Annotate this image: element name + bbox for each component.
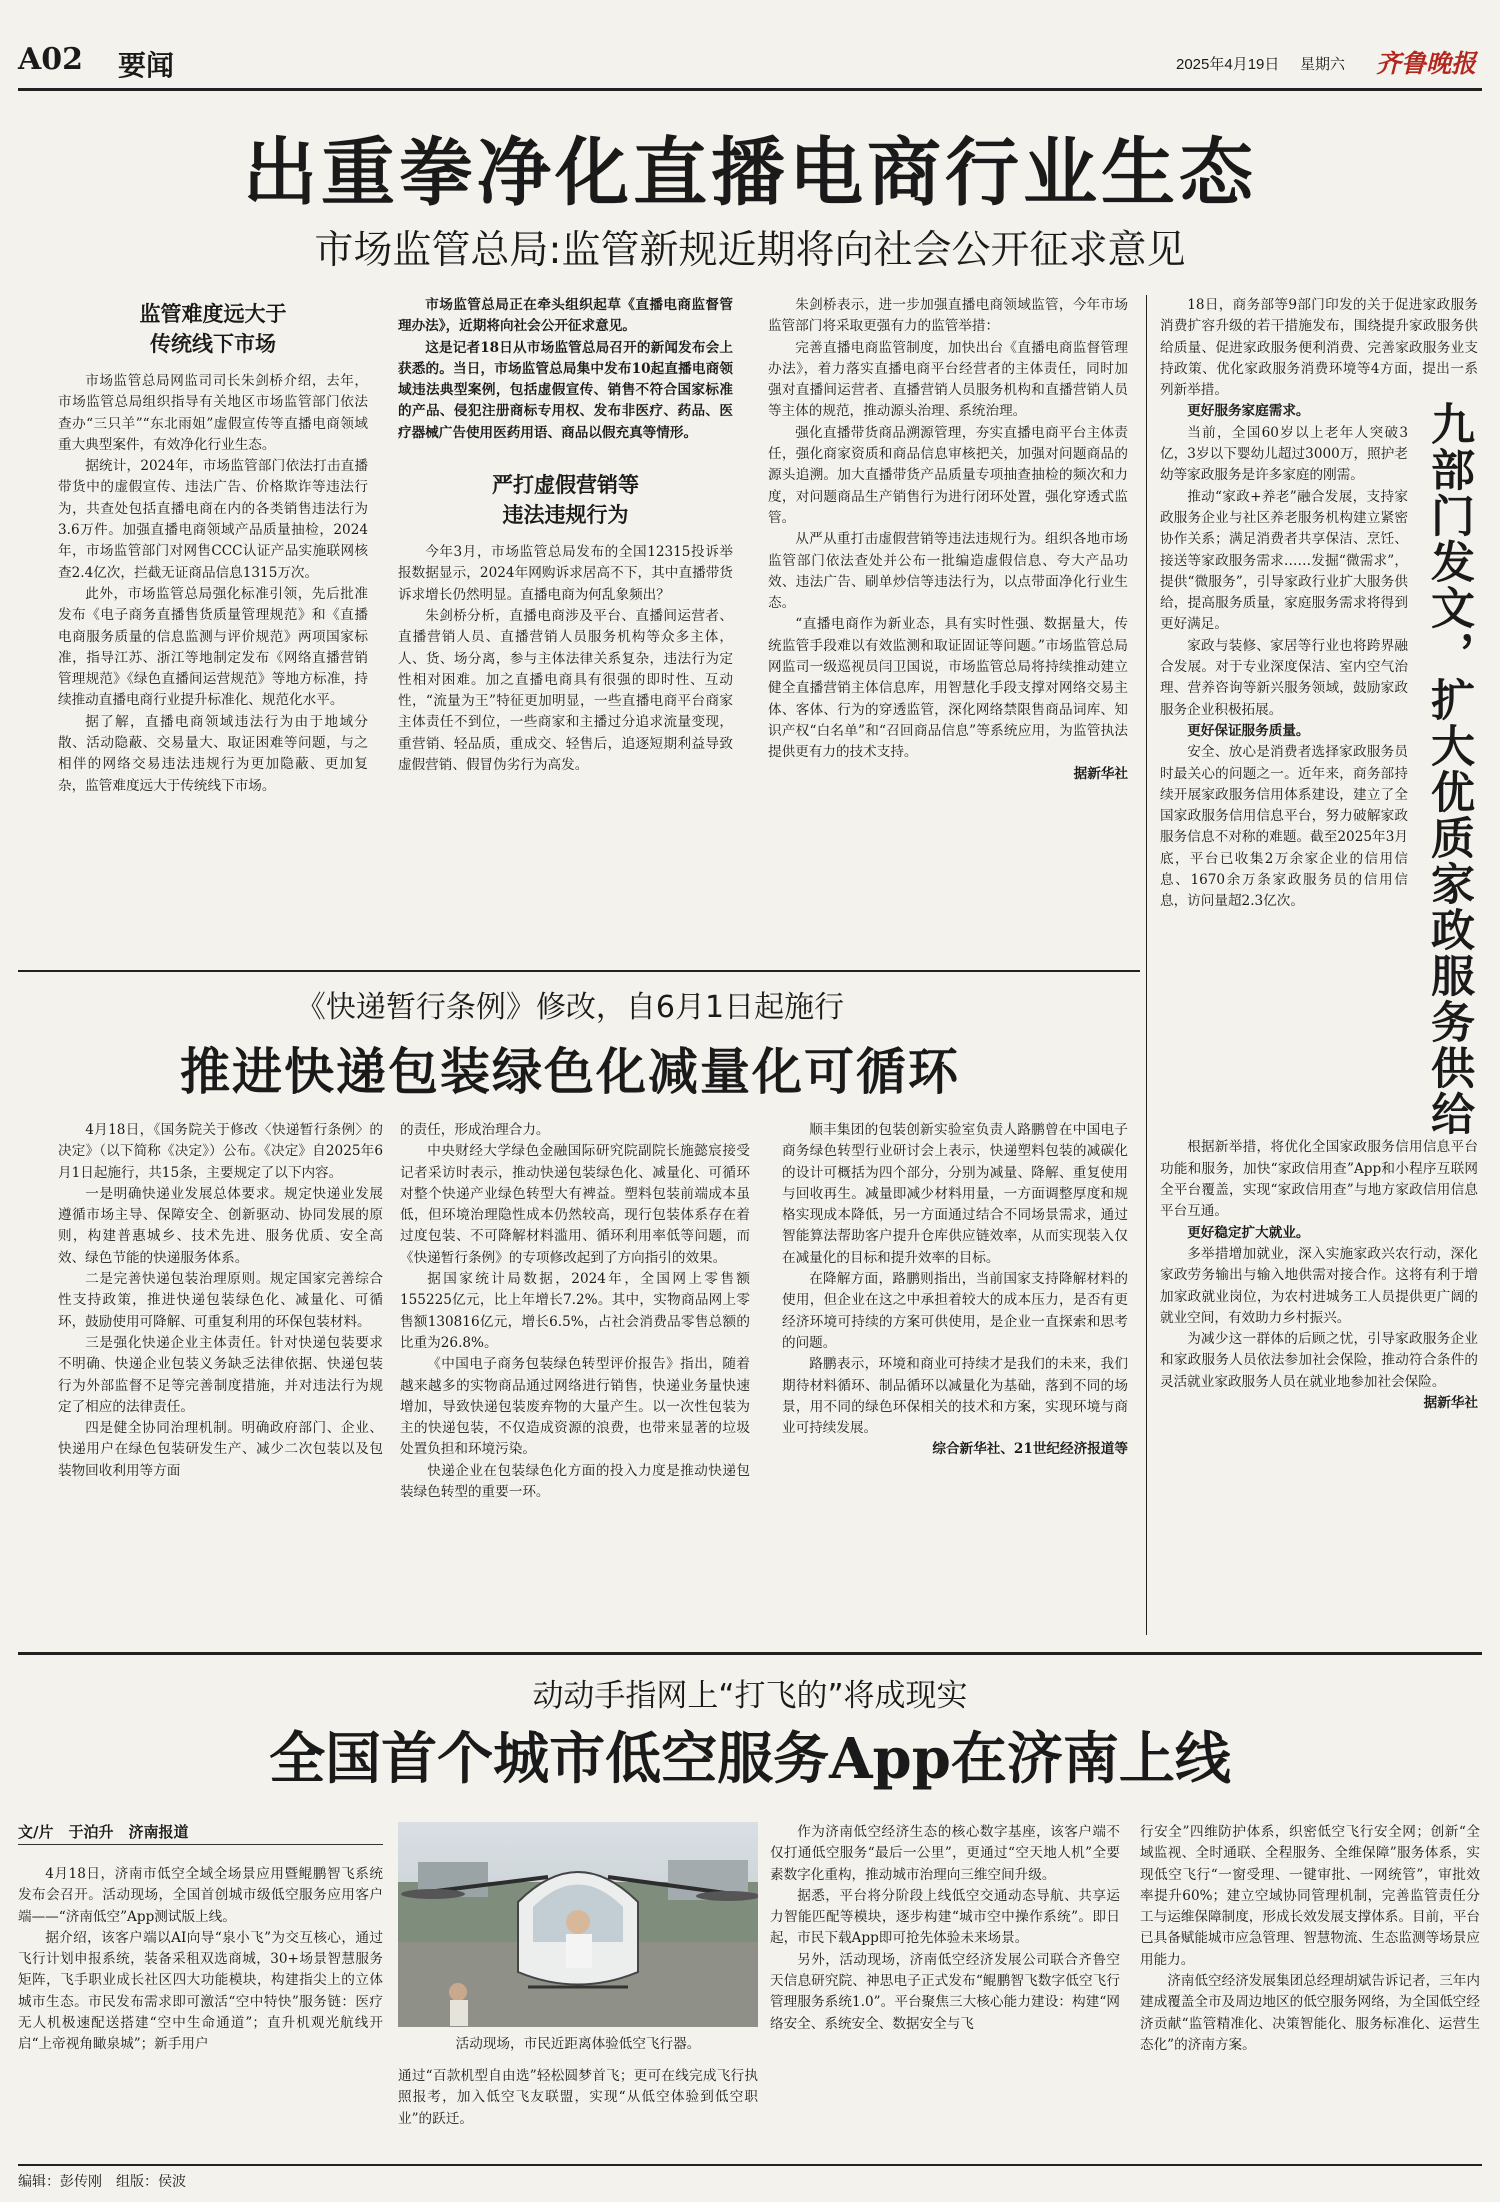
story2-paragraph: 据国家统计局数据，2024年，全国网上零售额155225亿元，比上年增长7.2%。其中，实物商品网上零售额130816亿元，增长6.5%，占社会消费品零售总额的比重为26.8%。 [400,1271,750,1351]
story3-paragraph: 家政与装修、家居等行业也将跨界融合发展。对于专业深度保洁、室内空气治理、营养咨询等新兴服务领域，鼓励家政服务企业积极拓展。 [1160,637,1408,718]
page-number: A02 [18,42,84,77]
aircraft-photo-illustration [398,1822,758,2027]
issue-weekday: 星期六 [1300,56,1346,73]
footer-rule [18,2164,1482,2166]
story1-bottom-rule [18,970,1140,972]
story1-column-1 [58,295,368,945]
story4-paragraph: 据悉，平台将分阶段上线低空交通动态导航、共享运力智能匹配等模块，逐步构建“城市空中操作系统”。即日起，市民下载App即可抢先体验未来场景。 [770,1887,1120,1947]
sidebar-divider [1146,295,1147,1635]
photo-caption: 活动现场，市民近距离体验低空飞行器。 [455,2036,701,2052]
story2-paragraph: 快递企业在包装绿色化方面的投入力度是推动快递包装绿色转型的重要一环。 [400,1462,750,1501]
story1-paragraph: “直播电商作为新业态，具有实时性强、数据量大，传统监管手段难以有效监测和取证固证等问题。”市场监管总局网监司一级巡视员闫卫国说，市场监管总局将持续推动建立健全直播营销主体信息库，用智慧化手段支撑对网络交易主体、客体、行为的穿透监管，深化网络禁限售商品词库、知识产权“白名单”和“召回商品信息”等系统应用，为监管执法提供更有力的技术支持。 [768,616,1128,761]
story1-credit: 据新华社 [1073,765,1128,782]
story2-bottom-rule [18,1652,1482,1655]
story3-paragraph: 根据新举措，将优化全国家政服务信用信息平台功能和服务，加快“家政信用查”App和小程序互联网全平台覆盖，实现“家政信用查”与地方家政信用信息平台互通。 [1160,1139,1478,1220]
story2-paragraph: 一是明确快递业发展总体要求。规定快递业发展遵循市场主导、保障安全、创新驱动、协同发展的原则，构建普惠城乡、技术先进、服务优质、安全高效、绿色节能的快递服务体系。 [58,1185,383,1266]
story2-paragraph: 在降解方面，路鹏则指出，当前国家支持降解材料的使用，但企业在这之中承担着较大的成本压力，是否有更经济环境可持续的方案可供使用，是企业一直探索和思考的问题。 [782,1271,1128,1351]
story2-column-2 [400,1120,750,1635]
header-rule [18,88,1482,91]
story3-credit: 据新华社 [1423,1395,1478,1412]
story4-paragraph: 济南低空经济发展集团总经理胡斌告诉记者，三年内建成覆盖全市及周边地区的低空服务网络，为全国低空经济贡献“监管精准化、决策智能化、服务标准化、运营生态化”的济南方案。 [1140,1973,1480,2053]
story1-lead-paragraph: 这是记者18日从市场监管总局召开的新闻发布会上获悉的。当日，市场监管总局集中发布10起直播电商领域违法典型案例，包括虚假宣传、销售不符合国家标准的产品、侵犯注册商标专用权、发布非医疗、药品、医疗器械广告使用医药用语、商品以假充真等情形。 [398,339,733,441]
story3-paragraph: 推动“家政+养老”融合发展，支持家政服务企业与社区养老服务机构建立紧密协作关系；满足消费者共享保洁、烹饪、接送等家政服务需求……发掘“微需求”，提供“微服务”，引导家政行业扩大服务供给，提高服务质量，家庭服务需求将得到更好满足。 [1160,488,1408,633]
story4-byline: 文/片 于泊升 济南报道 [18,1820,383,1845]
story1-paragraph: 强化直播带货商品溯源管理，夯实直播电商平台主体责任，强化商家资质和商品信息审核把关，加强对问题商品的源头追溯。加大直播带货产品质量专项抽查抽检的频次和力度，对问题商品生产销售行为进行闭环处置，强化穿透式监管。 [768,424,1128,526]
story1-paragraph: 今年3月，市场监管总局发布的全国12315投诉举报数据显示，2024年网购诉求居高不下，其中直播带货诉求增长仍然明显。直播电商为何乱象频出？ [398,544,733,603]
story1-paragraph: 从严从重打击虚假营销等违法违规行为。组织各地市场监管部门依法查处并公布一批编造虚假信息、夸大产品功效、违法广告、刷单炒信等违法行为，以点带面净化行业生态。 [768,531,1128,612]
story4-paragraph: 通过“百款机型自由选”轻松圆梦首飞；更可在线完成飞行执照报考，加入低空飞友联盟，实现“从低空体验到低空职业”的跃迁。 [398,2068,758,2127]
story1-paragraph: 朱剑桥表示，进一步加强直播电商领域监管，今年市场监管部门将采取更强有力的监管举措： [768,297,1128,335]
story2-kicker: 《快递暂行条例》修改，自6月1日起施行 [295,990,845,1025]
story3-paragraph: 当前，全国60岁以上老年人突破3亿，3岁以下婴幼儿超过3000万，照护老幼等家政服务是许多家庭的刚需。 [1160,424,1408,484]
masthead-logo: 齐鲁晚报 [1376,49,1477,78]
story2-paragraph: 二是完善快递包装治理原则。规定国家完善综合性支持政策，推进快递包装绿色化、减量化、可循环，鼓励使用可降解、可重复利用的环保包装材料。 [58,1271,383,1330]
story1-paragraph: 完善直播电商监管制度，加快出台《直播电商监督管理办法》，着力落实直播电商平台经营者的主体责任，同时加强对直播间运营者、直播营销人员服务机构和直播营销人员等主体的规范，推动源头治理、系统治理。 [768,339,1128,420]
story2-paragraph: 4月18日，《国务院关于修改〈快递暂行条例〉的决定》（以下简称《决定》）公布。《决定》自2025年6月1日起施行，共15条，主要规定了以下内容。 [58,1122,383,1181]
story2-paragraph: 三是强化快递企业主体责任。针对快递包装要求不明确、快递企业包装义务缺乏法律依据、快递包装行为外部监督不足等完善制度措施，并对违法行为规定了相应的法律责任。 [58,1334,383,1415]
story3-paragraph: 为减少这一群体的后顾之忧，引导家政服务企业和家政服务人员依法参加社会保险，推动符合条件的灵活就业家政服务人员在就业地参加社会保险。 [1160,1331,1478,1390]
story3-column [1160,295,1478,1625]
story4-paragraph: 作为济南低空经济生态的核心数字基座，该客户端不仅打通低空服务“最后一公里”，更通过“空天地人机”全要素数字化重构，推动城市治理向三维空间升级。 [770,1824,1120,1883]
story3-paragraph: 更好稳定扩大就业。 [1187,1224,1310,1241]
story3-paragraph: 更好服务家庭需求。 [1187,403,1310,420]
story3-paragraph: 更好保证服务质量。 [1187,722,1310,739]
story1-paragraph: 据统计，2024年，市场监管部门依法打击直播带货中的虚假宣传、违法广告、价格欺诈等违法行为，共查处包括直播电商在内的各类销售违法行为3.6万件。加强直播电商领域产品质量抽检，2024年，市场监管部门对网售CCC认证产品实施联网核查2.4亿次，拦截无证商品信息1315万次。 [58,458,368,581]
event-photo [398,1822,758,2027]
story2-column-3 [782,1120,1128,1640]
story4-column-4 [1140,1822,1480,2157]
story1-paragraph: 市场监管总局网监司司长朱剑桥介绍，去年，市场监管总局组织指导有关地区市场监管部门依法查办“三只羊”“东北雨姐”虚假宣传等直播电商领域重大典型案件，有效净化行业生态。 [58,373,368,453]
story1-subhead: 市场监管总局:监管新规近期将向社会公开征求意见 [314,228,1186,273]
story1-paragraph: 此外，市场监管总局强化标准引领，先后批准发布《电子商务直播售货质量管理规范》和《直播电商服务质量的信息监测与评价规范》两项国家标准，指导江苏、浙江等地制定发布《网络直播营销管理规范》《绿色直播间运营规范》等地方标准，持续推动直播电商行业提升标准化、规范化水平。 [58,585,368,709]
story1-paragraph: 据了解，直播电商领域违法行为由于地域分散、活动隐蔽、交易量大、取证困难等问题，与之相伴的网络交易违法违规行为更加隐蔽、更加复杂，监管难度远大于传统线下市场。 [58,713,368,794]
story2-paragraph: 的责任，形成治理合力。 [400,1122,550,1138]
story3-paragraph: 18日，商务部等9部门印发的关于促进家政服务消费扩容升级的若干措施发布，围绕提升家政服务供给质量、促进家政服务便利消费、完善家政服务业支持政策、优化家政服务消费环境等4方面，提出一系列新举措。 [1160,297,1478,399]
story4-paragraph: 另外，活动现场，济南低空经济发展公司联合齐鲁空天信息研究院、神思电子正式发布“鲲鹏智飞数字低空飞行管理服务系统1.0”。平台聚焦三大核心能力建设：构建“网络安全、系统安全、数据安全与飞 [770,1951,1120,2032]
footer-editor: 编辑：彭传刚 组版：侯波 [18,2174,186,2190]
story1-headline: 出重拳净化直播电商行业生态 [243,130,1257,216]
story2-credit: 综合新华社、21世纪经济报道等 [932,1441,1128,1458]
story3-paragraph: 多举措增加就业，深入实施家政兴农行动，深化家政劳务输出与输入地供需对接合作。这将有利于增加家政就业岗位，为农村进城务工人员提供更广阔的就业空间，有效助力乡村振兴。 [1160,1245,1478,1326]
story4-paragraph: 行安全”四维防护体系，织密低空飞行安全网；创新“全域监视、全时通联、全程服务、全维保障”服务体系，实现低空飞行“一窗受理、一键审批、一网统管”，审批效率提升60%；建立空域协同管理机制，完善监管责任分工与运维保障制度，形成长效发展支撑体系。目前，平台已具备赋能城市应急管理、智慧物流、生态监测等场景应用能力。 [1140,1824,1480,1968]
story4-headline: 全国首个城市低空服务App在济南上线 [269,1726,1231,1792]
story1-subheading-1: 监管难度远大于 传统线下市场 [139,301,287,356]
story2-headline: 推进快递包装绿色化减量化可循环 [180,1042,960,1101]
story1-subheading-2: 严打虚假营销等 违法违规行为 [492,472,639,528]
story4-paragraph: 4月18日，济南市低空全域全场景应用暨鲲鹏智飞系统发布会召开。活动现场，全国首创城市级低空服务应用客户端——“济南低空”App测试版上线。 [18,1866,383,1925]
story4-kicker: 动动手指网上“打飞的”将成现实 [532,1678,968,1714]
story1-lead-paragraph: 市场监管总局正在牵头组织起草《直播电商监督管理办法》，近期将向社会公开征求意见。 [398,297,733,335]
section-name: 要闻 [118,49,175,82]
story2-paragraph: 顺丰集团的包装创新实验室负责人路鹏曾在中国电子商务绿色转型行业研讨会上表示，快递塑料包装的减碳化的设计可概括为四个部分，分别为减量、降解、重复使用与回收再生。减量即减少材料用量，一方面调整厚度和规格实现成本降低，另一方面通过结合不同场景需求，通过智能算法帮助客户提升仓库供应链效率，从而实现装入仅在减量化的目标和提升效率的目标。 [782,1122,1128,1266]
story2-paragraph: 《中国电子商务包装绿色转型评价报告》指出，随着越来越多的实物商品通过网络进行销售，快递业务量快速增加，导致快递包装废弃物的大量产生。以一次性包装为主的快递包装，不仅造成资源的浪费，也带来显著的垃圾处置负担和环境污染。 [400,1356,750,1458]
story2-paragraph: 路鹏表示，环境和商业可持续才是我们的未来，我们期待材料循环、制品循环以减量化为基础，落到不同的场景，用不同的绿色环保相关的技术和方案，实现环境与商业可持续发展。 [782,1356,1128,1437]
story4-column-3 [770,1822,1120,2157]
story1-column-2 [398,295,733,945]
story1-column-3 [768,295,1128,960]
story2-column-1 [58,1120,383,1635]
story4-column-2 [398,2066,758,2156]
story2-paragraph: 中央财经大学绿色金融国际研究院副院长施懿宸接受记者采访时表示，推动快递包装绿色化、减量化、可循环对整个快递产业绿色转型大有裨益。塑料包装前端成本虽低，但环境治理隐性成本仍然较高，现行包装体系存在着过度包装、不可降解材料滥用、循环利用率低等问题，而《快递暂行条例》的专项修改起到了方向指引的效果。 [400,1143,750,1266]
story2-paragraph: 四是健全协同治理机制。明确政府部门、企业、快递用户在绿色包装研发生产、减少二次包装以及包装物回收利用等方面 [58,1420,383,1479]
story1-paragraph: 朱剑桥分析，直播电商涉及平台、直播间运营者、直播营销人员、直播营销人员服务机构等众多主体，人、货、场分离，参与主体法律关系复杂，违法行为定性相对困难。加之直播电商具有很强的即时性、互动性，“流量为王”特征更加明显，一些直播电商平台商家主体责任不到位，一些商家和主播过分追求流量变现，重营销、轻品质，重成交、轻售后，追逐短期利益导致虚假营销、假冒伪劣行为高发。 [398,607,733,774]
story4-column-1 [18,1864,383,2154]
story3-headline: 九部门发文，扩大优质家政服务供给 [1423,401,1474,1138]
story4-paragraph: 据介绍，该客户端以AI向导“泉小飞”为交互核心，通过飞行计划申报系统，装备采租双选商城，30+场景智慧服务矩阵，飞手职业成长社区四大功能模块，构建指尖上的立体城市生态。市民发布需求即可激活“空中特快”服务链：医疗无人机极速配送搭建“空中生命通道”；直升机观光航线开启“上帝视角瞰泉城”；新手用户 [18,1929,383,2053]
story3-paragraph: 安全、放心是消费者选择家政服务员时最关心的问题之一。近年来，商务部持续开展家政服务信用体系建设，建立了全国家政服务信用信息平台，努力破解家政服务信息不对称的难题。截至2025年3月底，平台已收集2万余家企业的信用信息、1670余万条家政服务员的信用信息，访问量超2.3亿次。 [1160,744,1408,910]
issue-date: 2025年4月19日 [1176,56,1280,73]
